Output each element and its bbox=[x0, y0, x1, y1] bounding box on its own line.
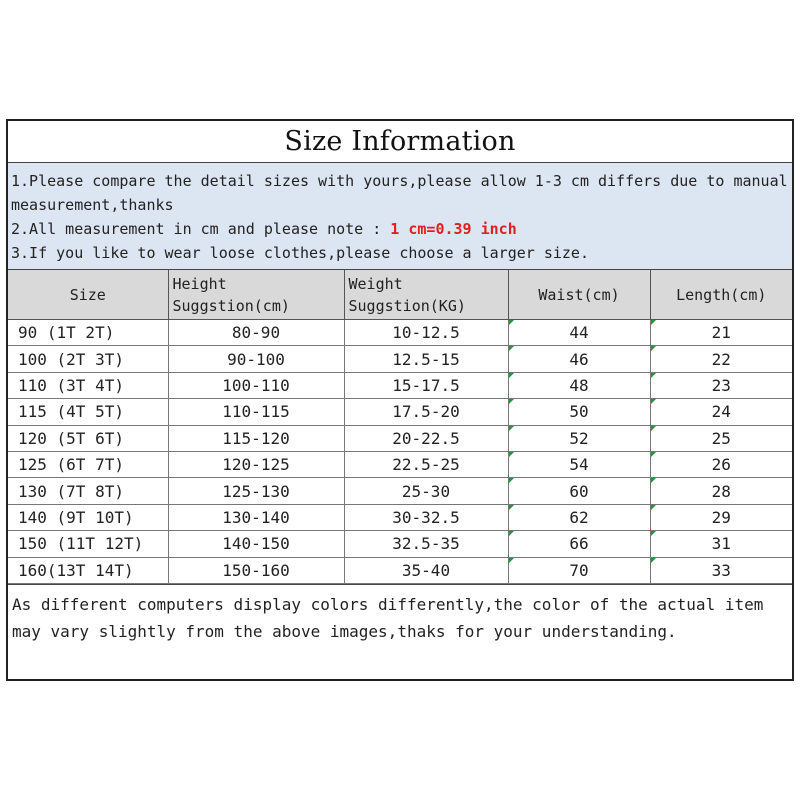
cell-size: 125 (6T 7T) bbox=[8, 451, 168, 477]
notes-section bbox=[8, 163, 792, 270]
cell-waist: 50 bbox=[508, 399, 650, 425]
cell-length: 26 bbox=[650, 451, 792, 477]
cell-size: 120 (5T 6T) bbox=[8, 425, 168, 451]
table-row bbox=[8, 451, 792, 477]
table-row bbox=[8, 346, 792, 372]
cell-weight: 12.5-15 bbox=[344, 346, 508, 372]
cell-length: 22 bbox=[650, 346, 792, 372]
table-row bbox=[8, 557, 792, 583]
cell-length: 31 bbox=[650, 531, 792, 557]
cell-weight: 10-12.5 bbox=[344, 320, 508, 346]
table-row bbox=[8, 425, 792, 451]
cell-size: 100 (2T 3T) bbox=[8, 346, 168, 372]
cell-length: 29 bbox=[650, 504, 792, 530]
size-table-body bbox=[8, 320, 792, 584]
cell-weight: 25-30 bbox=[344, 478, 508, 504]
table-header-row bbox=[8, 270, 792, 320]
cell-length: 24 bbox=[650, 399, 792, 425]
cell-height: 140-150 bbox=[168, 531, 344, 557]
table-row bbox=[8, 320, 792, 346]
table-row bbox=[8, 531, 792, 557]
header-height-line1: Height bbox=[172, 274, 227, 293]
cell-size: 115 (4T 5T) bbox=[8, 399, 168, 425]
cell-weight: 20-22.5 bbox=[344, 425, 508, 451]
cell-height: 125-130 bbox=[168, 478, 344, 504]
cell-weight: 30-32.5 bbox=[344, 504, 508, 530]
table-row bbox=[8, 372, 792, 398]
cell-size: 130 (7T 8T) bbox=[8, 478, 168, 504]
cell-waist: 60 bbox=[508, 478, 650, 504]
header-waist: Waist(cm) bbox=[508, 270, 650, 320]
header-height-line2: Suggstion(cm) bbox=[172, 296, 290, 315]
header-size: Size bbox=[8, 270, 168, 320]
cell-weight: 17.5-20 bbox=[344, 399, 508, 425]
table-row bbox=[8, 399, 792, 425]
cell-waist: 66 bbox=[508, 531, 650, 557]
header-weight-line2: Suggstion(KG) bbox=[348, 296, 466, 315]
cell-size: 110 (3T 4T) bbox=[8, 372, 168, 398]
header-height bbox=[168, 270, 344, 320]
header-weight-line1: Weight bbox=[348, 274, 403, 293]
cell-length: 25 bbox=[650, 425, 792, 451]
cell-waist: 62 bbox=[508, 504, 650, 530]
cell-length: 23 bbox=[650, 372, 792, 398]
cell-waist: 52 bbox=[508, 425, 650, 451]
header-weight bbox=[344, 270, 508, 320]
note-line-2 bbox=[11, 217, 788, 241]
table-row bbox=[8, 504, 792, 530]
disclaimer-text: As different computers display colors differently,the color of the actual item may vary slightly from the above images,thaks for your understanding. bbox=[8, 584, 792, 645]
note-line-3: 3.If you like to wear loose clothes,please choose a larger size. bbox=[11, 244, 589, 262]
table-row bbox=[8, 478, 792, 504]
cell-waist: 54 bbox=[508, 451, 650, 477]
cell-waist: 48 bbox=[508, 372, 650, 398]
cell-height: 150-160 bbox=[168, 557, 344, 583]
cell-height: 130-140 bbox=[168, 504, 344, 530]
cell-length: 21 bbox=[650, 320, 792, 346]
size-table bbox=[8, 270, 792, 584]
page-title: Size Information bbox=[8, 121, 792, 163]
cell-size: 140 (9T 10T) bbox=[8, 504, 168, 530]
cell-height: 100-110 bbox=[168, 372, 344, 398]
header-length: Length(cm) bbox=[650, 270, 792, 320]
cell-size: 160(13T 14T) bbox=[8, 557, 168, 583]
cell-height: 90-100 bbox=[168, 346, 344, 372]
conversion-highlight: 1 cm=0.39 inch bbox=[390, 220, 517, 238]
cell-weight: 15-17.5 bbox=[344, 372, 508, 398]
cell-waist: 70 bbox=[508, 557, 650, 583]
cell-weight: 32.5-35 bbox=[344, 531, 508, 557]
cell-waist: 46 bbox=[508, 346, 650, 372]
cell-length: 28 bbox=[650, 478, 792, 504]
note-line-1: 1.Please compare the detail sizes with yours,please allow 1-3 cm differs due to manual measurement,thanks bbox=[11, 172, 788, 214]
cell-height: 110-115 bbox=[168, 399, 344, 425]
cell-size: 150 (11T 12T) bbox=[8, 531, 168, 557]
cell-weight: 22.5-25 bbox=[344, 451, 508, 477]
cell-length: 33 bbox=[650, 557, 792, 583]
cell-weight: 35-40 bbox=[344, 557, 508, 583]
cell-size: 90 (1T 2T) bbox=[8, 320, 168, 346]
size-information-sheet bbox=[6, 119, 794, 681]
note-line-2-text: 2.All measurement in cm and please note : bbox=[11, 220, 391, 238]
cell-waist: 44 bbox=[508, 320, 650, 346]
cell-height: 115-120 bbox=[168, 425, 344, 451]
cell-height: 120-125 bbox=[168, 451, 344, 477]
cell-height: 80-90 bbox=[168, 320, 344, 346]
